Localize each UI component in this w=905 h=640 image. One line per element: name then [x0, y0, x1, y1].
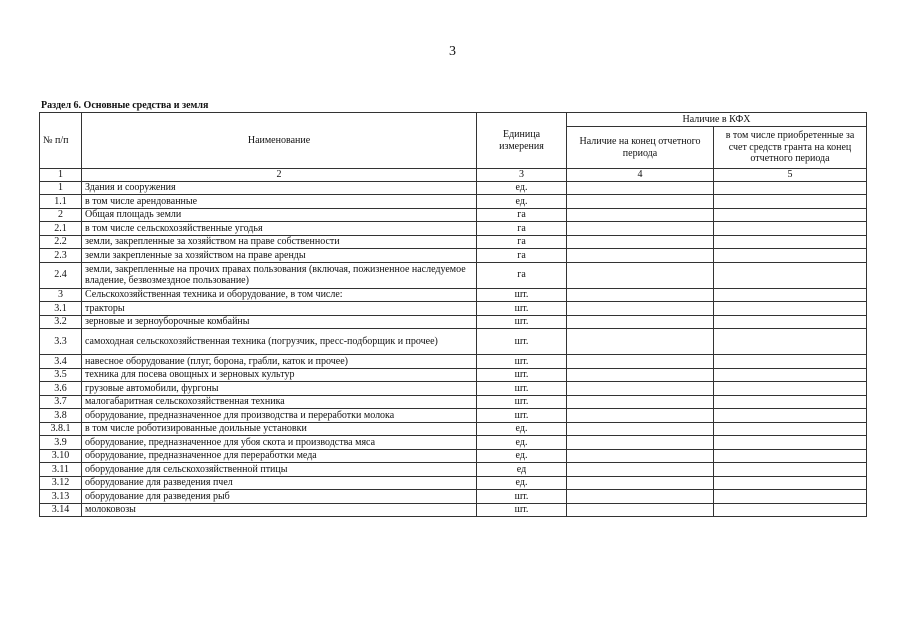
row-number: 3.2 [40, 315, 82, 329]
header-purchased-by-grant: в том числе приобретенные за счет средств гранта на конец отчетного периода [714, 127, 867, 169]
column-index: 3 [477, 169, 567, 182]
cell-purchased-by-grant[interactable] [714, 208, 867, 222]
row-unit: ед. [477, 181, 567, 195]
row-number: 3.3 [40, 329, 82, 355]
cell-available-end-period[interactable] [567, 436, 714, 450]
table-row [40, 208, 867, 222]
row-name: оборудование для разведения рыб [82, 490, 477, 504]
row-number: 3.9 [40, 436, 82, 450]
row-name: грузовые автомобили, фургоны [82, 382, 477, 396]
table-row [40, 490, 867, 504]
column-index: 5 [714, 169, 867, 182]
cell-purchased-by-grant[interactable] [714, 249, 867, 263]
cell-purchased-by-grant[interactable] [714, 315, 867, 329]
cell-purchased-by-grant[interactable] [714, 355, 867, 369]
cell-available-end-period[interactable] [567, 449, 714, 463]
row-name: техника для посева овощных и зерновых культур [82, 368, 477, 382]
row-number: 2.1 [40, 222, 82, 236]
header-name: Наименование [82, 113, 477, 169]
page-number: 3 [449, 44, 456, 59]
row-number: 2.2 [40, 235, 82, 249]
row-name: оборудование для разведения пчел [82, 476, 477, 490]
cell-purchased-by-grant[interactable] [714, 503, 867, 517]
cell-purchased-by-grant[interactable] [714, 422, 867, 436]
row-number: 3.11 [40, 463, 82, 477]
row-unit: ед. [477, 476, 567, 490]
cell-available-end-period[interactable] [567, 355, 714, 369]
table-row [40, 262, 867, 288]
row-number: 3.13 [40, 490, 82, 504]
cell-purchased-by-grant[interactable] [714, 368, 867, 382]
row-name: оборудование, предназначенное для производства и переработки молока [82, 409, 477, 423]
cell-purchased-by-grant[interactable] [714, 288, 867, 302]
row-unit: шт. [477, 382, 567, 396]
header-unit: Единица измерения [477, 113, 567, 169]
row-number: 3.8 [40, 409, 82, 423]
cell-purchased-by-grant[interactable] [714, 476, 867, 490]
row-number: 1.1 [40, 195, 82, 209]
cell-available-end-period[interactable] [567, 181, 714, 195]
row-name: малогабаритная сельскохозяйственная техника [82, 395, 477, 409]
row-unit: га [477, 249, 567, 263]
cell-purchased-by-grant[interactable] [714, 302, 867, 316]
cell-available-end-period[interactable] [567, 382, 714, 396]
row-number: 3.5 [40, 368, 82, 382]
row-unit: га [477, 262, 567, 288]
row-number: 3.6 [40, 382, 82, 396]
cell-purchased-by-grant[interactable] [714, 195, 867, 209]
cell-purchased-by-grant[interactable] [714, 395, 867, 409]
row-name: оборудование, предназначенное для убоя скота и производства мяса [82, 436, 477, 450]
row-number: 1 [40, 181, 82, 195]
cell-available-end-period[interactable] [567, 463, 714, 477]
row-name: навесное оборудование (плуг, борона, грабли, каток и прочее) [82, 355, 477, 369]
row-unit: га [477, 235, 567, 249]
table-row [40, 476, 867, 490]
row-name: земли, закрепленные за хозяйством на праве собственности [82, 235, 477, 249]
row-number: 3.8.1 [40, 422, 82, 436]
row-name: Сельскохозяйственная техника и оборудование, в том числе: [82, 288, 477, 302]
cell-available-end-period[interactable] [567, 315, 714, 329]
table-row [40, 395, 867, 409]
row-number: 3.7 [40, 395, 82, 409]
row-number: 3.12 [40, 476, 82, 490]
table-row [40, 235, 867, 249]
fixed-assets-table [39, 112, 867, 517]
row-name: тракторы [82, 302, 477, 316]
table-row [40, 382, 867, 396]
row-unit: шт. [477, 368, 567, 382]
row-unit: шт. [477, 302, 567, 316]
row-number: 3.4 [40, 355, 82, 369]
cell-purchased-by-grant[interactable] [714, 409, 867, 423]
row-unit: ед. [477, 449, 567, 463]
cell-available-end-period[interactable] [567, 409, 714, 423]
row-unit: ед. [477, 195, 567, 209]
table-row [40, 195, 867, 209]
cell-available-end-period[interactable] [567, 208, 714, 222]
column-index: 1 [40, 169, 82, 182]
row-unit: га [477, 208, 567, 222]
row-name: Общая площадь земли [82, 208, 477, 222]
row-unit: шт. [477, 329, 567, 355]
row-unit: ед [477, 463, 567, 477]
row-unit: шт. [477, 409, 567, 423]
cell-purchased-by-grant[interactable] [714, 181, 867, 195]
row-number: 3.14 [40, 503, 82, 517]
cell-purchased-by-grant[interactable] [714, 449, 867, 463]
cell-available-end-period[interactable] [567, 476, 714, 490]
column-index-row [40, 169, 867, 182]
cell-purchased-by-grant[interactable] [714, 490, 867, 504]
row-number: 2 [40, 208, 82, 222]
row-number: 2.3 [40, 249, 82, 263]
cell-available-end-period[interactable] [567, 302, 714, 316]
table-row [40, 315, 867, 329]
row-name: в том числе арендованные [82, 195, 477, 209]
header-group-availability: Наличие в КФХ [567, 113, 867, 127]
row-unit: шт. [477, 395, 567, 409]
row-name: Здания и сооружения [82, 181, 477, 195]
table-row [40, 355, 867, 369]
table-row [40, 288, 867, 302]
table-row [40, 449, 867, 463]
row-unit: ед. [477, 436, 567, 450]
row-number: 3.1 [40, 302, 82, 316]
cell-available-end-period[interactable] [567, 195, 714, 209]
row-name: оборудование для сельскохозяйственной птицы [82, 463, 477, 477]
cell-available-end-period[interactable] [567, 329, 714, 355]
row-unit: шт. [477, 288, 567, 302]
row-unit: шт. [477, 503, 567, 517]
cell-purchased-by-grant[interactable] [714, 262, 867, 288]
cell-purchased-by-grant[interactable] [714, 436, 867, 450]
header-available-end-period: Наличие на конец отчетного периода [567, 127, 714, 169]
cell-purchased-by-grant[interactable] [714, 329, 867, 355]
table-row [40, 503, 867, 517]
row-number: 3.10 [40, 449, 82, 463]
cell-purchased-by-grant[interactable] [714, 222, 867, 236]
row-unit: шт. [477, 355, 567, 369]
table-row [40, 409, 867, 423]
cell-purchased-by-grant[interactable] [714, 382, 867, 396]
cell-available-end-period[interactable] [567, 490, 714, 504]
table-row [40, 222, 867, 236]
section-title: Раздел 6. Основные средства и земля [41, 100, 209, 111]
row-name: в том числе роботизированные доильные установки [82, 422, 477, 436]
row-name: земли закрепленные за хозяйством на праве аренды [82, 249, 477, 263]
cell-available-end-period[interactable] [567, 222, 714, 236]
row-number: 3 [40, 288, 82, 302]
row-unit: шт. [477, 315, 567, 329]
table-row [40, 463, 867, 477]
table-row [40, 436, 867, 450]
row-name: земли, закрепленные на прочих правах пользования (включая, пожизненное наследуемое владение, безвозмездное пользование) [82, 262, 477, 288]
table-row [40, 329, 867, 355]
cell-available-end-period[interactable] [567, 235, 714, 249]
table-row [40, 368, 867, 382]
cell-available-end-period[interactable] [567, 368, 714, 382]
table-row [40, 422, 867, 436]
cell-available-end-period[interactable] [567, 288, 714, 302]
column-index: 4 [567, 169, 714, 182]
row-unit: шт. [477, 490, 567, 504]
row-name: самоходная сельскохозяйственная техника (погрузчик, пресс-подборщик и прочее) [82, 329, 477, 355]
column-index: 2 [82, 169, 477, 182]
cell-available-end-period[interactable] [567, 249, 714, 263]
cell-available-end-period[interactable] [567, 422, 714, 436]
table-row [40, 249, 867, 263]
cell-purchased-by-grant[interactable] [714, 235, 867, 249]
row-name: молоковозы [82, 503, 477, 517]
row-name: оборудование, предназначенное для переработки меда [82, 449, 477, 463]
row-number: 2.4 [40, 262, 82, 288]
row-unit: ед. [477, 422, 567, 436]
table-row [40, 181, 867, 195]
row-name: в том числе сельскохозяйственные угодья [82, 222, 477, 236]
row-name: зерновые и зерноуборочные комбайны [82, 315, 477, 329]
cell-available-end-period[interactable] [567, 395, 714, 409]
table-row [40, 302, 867, 316]
header-number: № п/п [40, 113, 82, 169]
cell-purchased-by-grant[interactable] [714, 463, 867, 477]
cell-available-end-period[interactable] [567, 503, 714, 517]
row-unit: га [477, 222, 567, 236]
cell-available-end-period[interactable] [567, 262, 714, 288]
